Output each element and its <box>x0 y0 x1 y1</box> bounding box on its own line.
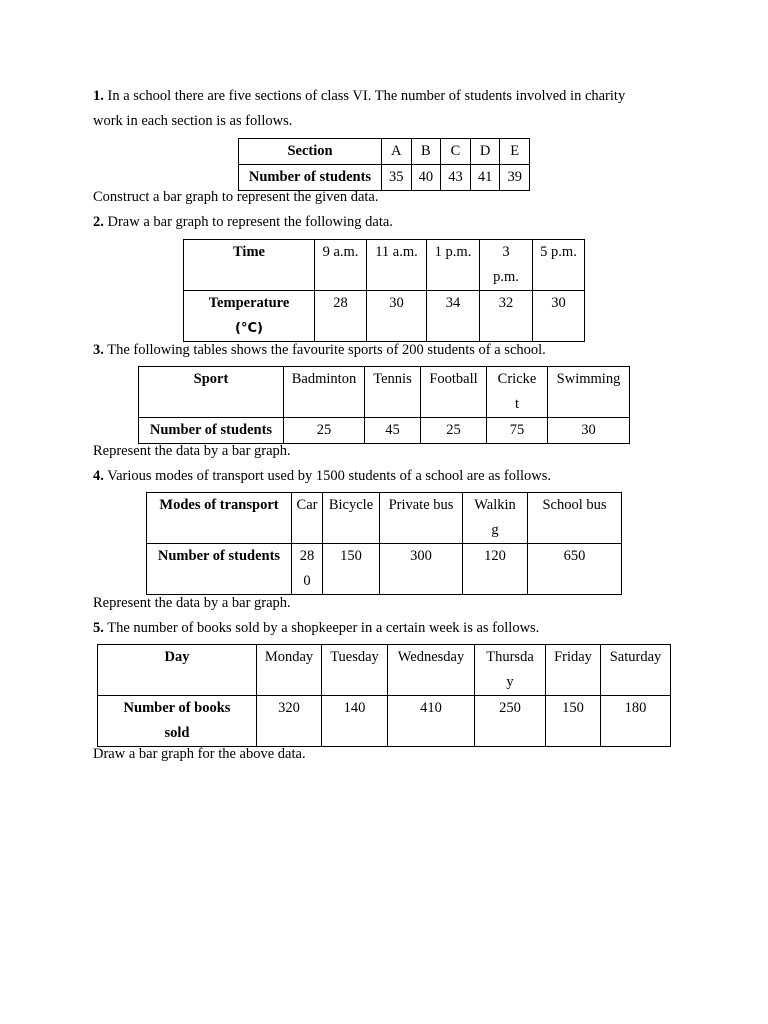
q1-row-header-section: Section <box>239 139 382 165</box>
q4-value-private-bus: 300 <box>380 544 463 595</box>
q3-col-badminton: Badminton <box>284 367 365 418</box>
q5-text: The number of books sold by a shopkeeper in a certain week is as follows. <box>103 620 540 636</box>
q3-value-badminton: 25 <box>284 418 365 444</box>
q3-col-cricket: Cricke t <box>487 367 548 418</box>
q3-col-football: Football <box>421 367 487 418</box>
q4-row-header-students: Number of students <box>147 544 292 595</box>
q4-value-bicycle: 150 <box>323 544 380 595</box>
q1-value-b: 40 <box>411 165 441 191</box>
q1-col-b: B <box>411 139 441 165</box>
q5-value-tuesday: 140 <box>322 696 388 747</box>
q1-number: 1. <box>93 88 104 104</box>
q2-col-9am: 9 a.m. <box>315 240 367 291</box>
q2-text: Draw a bar graph to represent the following data. <box>103 214 393 230</box>
q5-value-thursday: 250 <box>475 696 546 747</box>
q3-value-cricket: 75 <box>487 418 548 444</box>
q3-col-swimming: Swimming <box>548 367 630 418</box>
q1-col-e: E <box>500 139 530 165</box>
q3-value-football: 25 <box>421 418 487 444</box>
q2-row-header-time: Time <box>184 240 315 291</box>
q4-col-car: Car <box>292 493 323 544</box>
q3-row-header-sport: Sport <box>139 367 284 418</box>
q4-col-private-bus: Private bus <box>380 493 463 544</box>
q3-text: The following tables shows the favourite sports of 200 students of a school. <box>103 342 546 358</box>
q5-instruction: Draw a bar graph for the above data. <box>93 746 306 762</box>
q3-instruction: Represent the data by a bar graph. <box>93 443 291 459</box>
q5-col-wednesday: Wednesday <box>388 645 475 696</box>
q1-row-header-students: Number of students <box>239 165 382 191</box>
q3-row-header-students: Number of students <box>139 418 284 444</box>
q4-value-school-bus: 650 <box>528 544 622 595</box>
q3-table <box>138 366 630 444</box>
q5-col-saturday: Saturday <box>601 645 671 696</box>
q5-row-header-books: Number of books sold <box>98 696 257 747</box>
q4-text: Various modes of transport used by 1500 students of a school are as follows. <box>103 468 552 484</box>
q4-col-bicycle: Bicycle <box>323 493 380 544</box>
q4-number: 4. <box>93 468 104 484</box>
q3-col-tennis: Tennis <box>365 367 421 418</box>
q4-col-school-bus: School bus <box>528 493 622 544</box>
q1-value-e: 39 <box>500 165 530 191</box>
q1-text: In a school there are five sections of class VI. The number of students involved in charity <box>103 88 626 104</box>
q1-text-line1 <box>93 84 625 109</box>
q4-table <box>146 492 622 595</box>
q2-value-9am: 28 <box>315 291 367 342</box>
q4-row-header-modes: Modes of transport <box>147 493 292 544</box>
q4-text-line <box>93 464 551 489</box>
q5-col-monday: Monday <box>257 645 322 696</box>
q1-col-a: A <box>382 139 412 165</box>
q5-number: 5. <box>93 620 104 636</box>
q5-value-saturday: 180 <box>601 696 671 747</box>
q2-text-line <box>93 210 393 235</box>
q5-col-tuesday: Tuesday <box>322 645 388 696</box>
q2-value-1pm: 34 <box>427 291 480 342</box>
q5-table <box>97 644 671 747</box>
q1-value-a: 35 <box>382 165 412 191</box>
q2-value-5pm: 30 <box>533 291 585 342</box>
q1-value-d: 41 <box>470 165 500 191</box>
q2-col-11am: 11 a.m. <box>367 240 427 291</box>
q2-number: 2. <box>93 214 104 230</box>
q2-value-11am: 30 <box>367 291 427 342</box>
q3-value-swimming: 30 <box>548 418 630 444</box>
q5-text-line <box>93 616 539 641</box>
q3-text-line <box>93 338 546 363</box>
q2-table <box>183 239 585 342</box>
q1-instruction: Construct a bar graph to represent the given data. <box>93 189 379 205</box>
q5-col-friday: Friday <box>546 645 601 696</box>
q4-value-walking: 120 <box>463 544 528 595</box>
q2-col-5pm: 5 p.m. <box>533 240 585 291</box>
q5-value-wednesday: 410 <box>388 696 475 747</box>
q4-col-walking: Walkin g <box>463 493 528 544</box>
q4-instruction: Represent the data by a bar graph. <box>93 595 291 611</box>
q3-number: 3. <box>93 342 104 358</box>
q1-col-d: D <box>470 139 500 165</box>
q5-col-thursday: Thursda y <box>475 645 546 696</box>
q3-value-tennis: 45 <box>365 418 421 444</box>
q2-row-header-temperature: Temperature (°C) <box>184 291 315 342</box>
q1-text-line2: work in each section is as follows. <box>93 113 293 129</box>
q1-value-c: 43 <box>441 165 471 191</box>
q2-value-3pm: 32 <box>480 291 533 342</box>
q2-col-3pm: 3 p.m. <box>480 240 533 291</box>
q5-row-header-day: Day <box>98 645 257 696</box>
q1-table <box>238 138 530 191</box>
q4-value-car: 28 0 <box>292 544 323 595</box>
q5-value-friday: 150 <box>546 696 601 747</box>
q2-col-1pm: 1 p.m. <box>427 240 480 291</box>
q1-col-c: C <box>441 139 471 165</box>
q5-value-monday: 320 <box>257 696 322 747</box>
